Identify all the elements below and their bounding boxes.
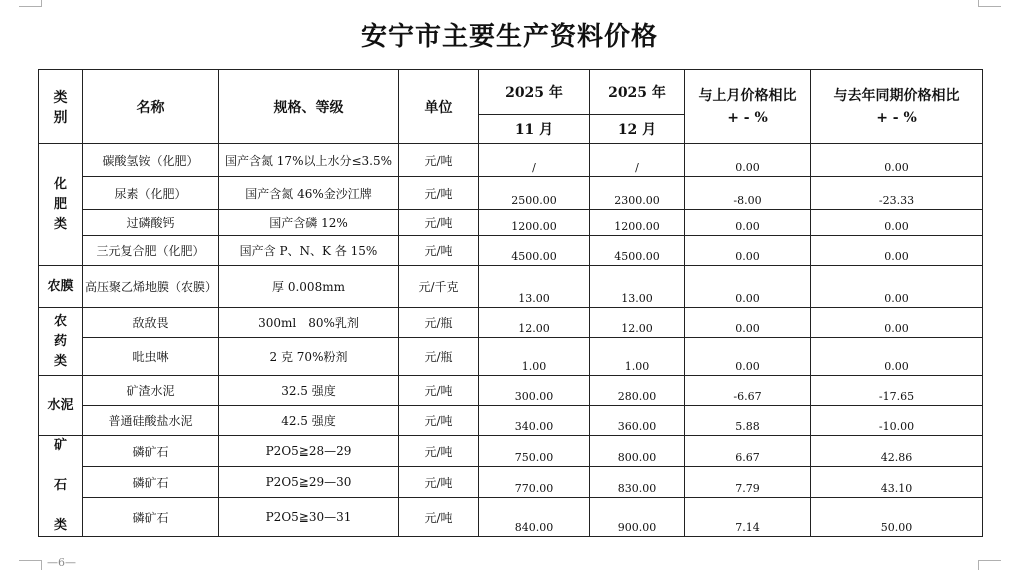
row-price-nov: 750.00 [479,436,590,467]
row-price-nov: / [479,144,590,177]
row-price-dec: 360.00 [590,406,685,436]
header-unit: 单位 [399,70,479,144]
row-price-dec: 1.00 [590,338,685,376]
row-unit: 元/吨 [399,467,479,498]
table-row [39,210,983,236]
row-price-nov: 4500.00 [479,236,590,266]
row-unit: 元/吨 [399,406,479,436]
crop-mark-top-right [978,0,1001,7]
row-unit: 元/吨 [399,177,479,210]
row-spec: 42.5 强度 [219,406,399,436]
row-spec: 300ml 80%乳剂 [219,308,399,338]
row-change-yoy: 0.00 [811,210,983,236]
row-change-mom: -8.00 [685,177,811,210]
table-row [39,236,983,266]
row-spec: P2O5≧29—30 [219,467,399,498]
row-spec: 32.5 强度 [219,376,399,406]
row-spec: 国产含氮 46%金沙江牌 [219,177,399,210]
row-price-dec: 12.00 [590,308,685,338]
row-change-yoy: 43.10 [811,467,983,498]
row-price-nov: 13.00 [479,266,590,308]
row-price-dec: 2300.00 [590,177,685,210]
row-name: 吡虫啉 [83,338,219,376]
table-body [39,144,983,537]
row-spec: 2 克 70%粉剂 [219,338,399,376]
row-change-mom: 0.00 [685,210,811,236]
category-label: 水泥 [39,376,83,436]
row-name: 磷矿石 [83,467,219,498]
row-change-yoy: 50.00 [811,498,983,537]
table-row [39,338,983,376]
row-price-nov: 300.00 [479,376,590,406]
row-change-mom: 6.67 [685,436,811,467]
row-name: 高压聚乙烯地膜（农膜） [83,266,219,308]
table-row [39,144,983,177]
row-change-mom: 0.00 [685,144,811,177]
table-row [39,498,983,537]
row-unit: 元/吨 [399,210,479,236]
row-price-dec: 13.00 [590,266,685,308]
row-price-dec: 1200.00 [590,210,685,236]
row-change-mom: 5.88 [685,406,811,436]
row-spec: P2O5≧30—31 [219,498,399,537]
row-unit: 元/瓶 [399,338,479,376]
row-change-yoy: 0.00 [811,308,983,338]
category-label: 矿 石 类 [39,436,83,537]
row-name: 三元复合肥（化肥） [83,236,219,266]
row-spec: P2O5≧28—29 [219,436,399,467]
row-change-yoy: 42.86 [811,436,983,467]
row-price-dec: 800.00 [590,436,685,467]
row-price-nov: 1.00 [479,338,590,376]
row-spec: 厚 0.008mm [219,266,399,308]
table-row [39,376,983,406]
row-unit: 元/瓶 [399,308,479,338]
row-change-yoy: -23.33 [811,177,983,210]
row-price-nov: 770.00 [479,467,590,498]
row-unit: 元/千克 [399,266,479,308]
table-row [39,308,983,338]
header-month-on-month: 与上月价格相比 + - % [685,70,811,144]
row-spec: 国产含磷 12% [219,210,399,236]
header-spec: 规格、等级 [219,70,399,144]
row-price-dec: 4500.00 [590,236,685,266]
row-change-mom: 0.00 [685,236,811,266]
row-price-nov: 340.00 [479,406,590,436]
row-change-mom: 0.00 [685,266,811,308]
row-change-yoy: 0.00 [811,266,983,308]
crop-mark-top-left [19,0,42,7]
row-change-mom: 7.79 [685,467,811,498]
row-change-yoy: 0.00 [811,338,983,376]
category-label: 化 肥 类 [39,144,83,266]
header-month-dec: 12 月 [590,115,685,144]
document-title: 安宁市主要生产资料价格 [360,22,658,52]
row-name: 矿渣水泥 [83,376,219,406]
table-row [39,406,983,436]
row-unit: 元/吨 [399,498,479,537]
row-price-nov: 2500.00 [479,177,590,210]
row-spec: 国产含 P、N、K 各 15% [219,236,399,266]
row-change-mom: -6.67 [685,376,811,406]
price-table [38,69,983,537]
header-name: 名称 [83,70,219,144]
table-header [39,70,983,144]
header-year-on-year: 与去年同期价格相比 + - % [811,70,983,144]
table-row [39,266,983,308]
row-change-mom: 0.00 [685,308,811,338]
row-price-dec: 900.00 [590,498,685,537]
row-change-yoy: -10.00 [811,406,983,436]
page-number: —6— [47,556,76,569]
row-change-yoy: 0.00 [811,236,983,266]
row-spec: 国产含氮 17%以上水分≤3.5% [219,144,399,177]
header-year-nov: 2025 年 [479,70,590,115]
row-price-dec: 280.00 [590,376,685,406]
row-change-mom: 7.14 [685,498,811,537]
row-change-yoy: 0.00 [811,144,983,177]
row-name: 敌敌畏 [83,308,219,338]
row-price-dec: / [590,144,685,177]
header-month-nov: 11 月 [479,115,590,144]
row-unit: 元/吨 [399,144,479,177]
row-name: 过磷酸钙 [83,210,219,236]
row-change-mom: 0.00 [685,338,811,376]
row-unit: 元/吨 [399,436,479,467]
row-unit: 元/吨 [399,236,479,266]
row-unit: 元/吨 [399,376,479,406]
table-row [39,436,983,467]
row-name: 磷矿石 [83,498,219,537]
row-name: 普通硅酸盐水泥 [83,406,219,436]
row-name: 尿素（化肥） [83,177,219,210]
category-label: 农膜 [39,266,83,308]
header-year-dec: 2025 年 [590,70,685,115]
table-row [39,467,983,498]
row-price-nov: 1200.00 [479,210,590,236]
row-change-yoy: -17.65 [811,376,983,406]
row-name: 磷矿石 [83,436,219,467]
row-price-nov: 12.00 [479,308,590,338]
row-price-nov: 840.00 [479,498,590,537]
table-row [39,177,983,210]
row-price-dec: 830.00 [590,467,685,498]
row-name: 碳酸氢铵（化肥） [83,144,219,177]
category-label: 农 药 类 [39,308,83,376]
header-category: 类 别 [39,70,83,144]
